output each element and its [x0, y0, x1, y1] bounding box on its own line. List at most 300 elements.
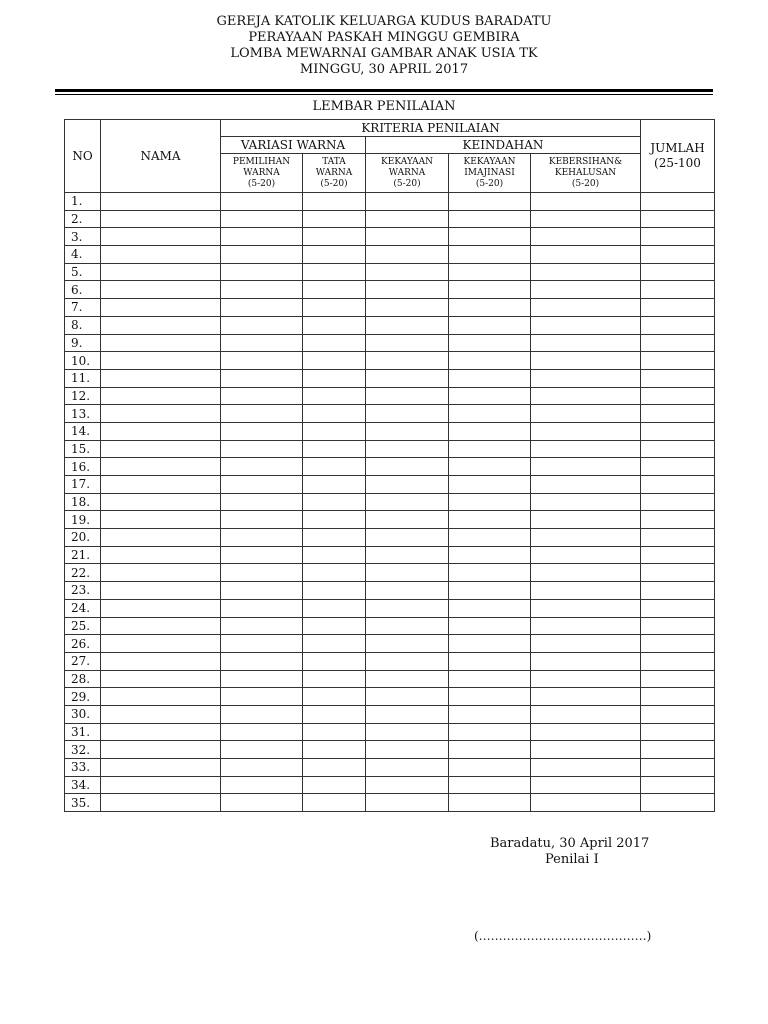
nama-cell: [101, 387, 221, 405]
sub-line1: KEBERSIHAN&: [548, 156, 623, 167]
tata-warna-cell: [303, 263, 366, 281]
pemilihan-warna-cell: [221, 705, 303, 723]
kebersihan-kehalusan-cell: [531, 210, 641, 228]
pemilihan-warna-cell: [221, 316, 303, 334]
table-row: [65, 546, 715, 564]
kekayaan-warna-cell: [366, 246, 449, 264]
table-row: [65, 635, 715, 653]
kekayaan-warna-cell: [366, 776, 449, 794]
jumlah-cell: [641, 281, 715, 299]
nama-cell: [101, 493, 221, 511]
table-row: [65, 582, 715, 600]
sub-range: (5-20): [393, 178, 421, 189]
kebersihan-kehalusan-cell: [531, 759, 641, 777]
nama-cell: [101, 688, 221, 706]
kekayaan-imajinasi-cell: [449, 369, 531, 387]
row-number: 27.: [65, 652, 101, 670]
row-number: 26.: [65, 635, 101, 653]
nama-cell: [101, 334, 221, 352]
row-number: 16.: [65, 458, 101, 476]
table-row: [65, 263, 715, 281]
kebersihan-kehalusan-cell: [531, 741, 641, 759]
jumlah-cell: [641, 299, 715, 317]
pemilihan-warna-cell: [221, 263, 303, 281]
jumlah-cell: [641, 582, 715, 600]
nama-cell: [101, 741, 221, 759]
tata-warna-cell: [303, 458, 366, 476]
kekayaan-imajinasi-cell: [449, 352, 531, 370]
nama-cell: [101, 440, 221, 458]
row-number: 29.: [65, 688, 101, 706]
kekayaan-warna-cell: [366, 352, 449, 370]
jumlah-cell: [641, 776, 715, 794]
jumlah-cell: [641, 476, 715, 494]
kekayaan-imajinasi-cell: [449, 193, 531, 211]
nama-cell: [101, 263, 221, 281]
jumlah-cell: [641, 688, 715, 706]
nama-cell: [101, 476, 221, 494]
kekayaan-imajinasi-cell: [449, 652, 531, 670]
row-number: 7.: [65, 299, 101, 317]
kebersihan-kehalusan-cell: [531, 387, 641, 405]
jumlah-cell: [641, 759, 715, 777]
kekayaan-imajinasi-cell: [449, 281, 531, 299]
score-table: [64, 119, 715, 812]
kekayaan-warna-cell: [366, 334, 449, 352]
kekayaan-imajinasi-cell: [449, 564, 531, 582]
tata-warna-cell: [303, 759, 366, 777]
row-number: 18.: [65, 493, 101, 511]
kebersihan-kehalusan-cell: [531, 299, 641, 317]
pemilihan-warna-cell: [221, 529, 303, 547]
sub-line2: WARNA: [388, 167, 426, 178]
table-row: [65, 599, 715, 617]
row-number: 17.: [65, 476, 101, 494]
kebersihan-kehalusan-cell: [531, 440, 641, 458]
row-number: 1.: [65, 193, 101, 211]
tata-warna-cell: [303, 635, 366, 653]
pemilihan-warna-cell: [221, 352, 303, 370]
church-name: GEREJA KATOLIK KELUARGA KUDUS BARADATU: [216, 14, 552, 29]
tata-warna-cell: [303, 210, 366, 228]
kebersihan-kehalusan-cell: [531, 794, 641, 812]
kekayaan-imajinasi-cell: [449, 741, 531, 759]
kekayaan-warna-cell: [366, 263, 449, 281]
sheet-title: LEMBAR PENILAIAN: [312, 99, 456, 114]
kebersihan-kehalusan-cell: [531, 263, 641, 281]
header-kekayaan-imajinasi: [449, 154, 531, 193]
row-number: 31.: [65, 723, 101, 741]
kekayaan-warna-cell: [366, 228, 449, 246]
nama-cell: [101, 652, 221, 670]
kebersihan-kehalusan-cell: [531, 670, 641, 688]
kekayaan-warna-cell: [366, 369, 449, 387]
kekayaan-imajinasi-cell: [449, 635, 531, 653]
sub-range: (5-20): [571, 178, 600, 189]
nama-cell: [101, 759, 221, 777]
nama-cell: [101, 511, 221, 529]
kebersihan-kehalusan-cell: [531, 776, 641, 794]
pemilihan-warna-cell: [221, 210, 303, 228]
kekayaan-imajinasi-cell: [449, 582, 531, 600]
kekayaan-warna-cell: [366, 316, 449, 334]
table-row: [65, 723, 715, 741]
nama-cell: [101, 458, 221, 476]
header-keindahan: KEINDAHAN: [366, 137, 641, 154]
kekayaan-imajinasi-cell: [449, 759, 531, 777]
table-row: [65, 794, 715, 812]
kebersihan-kehalusan-cell: [531, 705, 641, 723]
kebersihan-kehalusan-cell: [531, 246, 641, 264]
header-pemilihan-warna: [221, 154, 303, 193]
tata-warna-cell: [303, 476, 366, 494]
kebersihan-kehalusan-cell: [531, 599, 641, 617]
sub-line1: KEKAYAAN: [463, 156, 516, 167]
kebersihan-kehalusan-cell: [531, 476, 641, 494]
table-row: [65, 529, 715, 547]
kebersihan-kehalusan-cell: [531, 352, 641, 370]
tata-warna-cell: [303, 599, 366, 617]
kekayaan-warna-cell: [366, 670, 449, 688]
nama-cell: [101, 776, 221, 794]
kekayaan-warna-cell: [366, 422, 449, 440]
nama-cell: [101, 723, 221, 741]
row-number: 20.: [65, 529, 101, 547]
kekayaan-imajinasi-cell: [449, 617, 531, 635]
pemilihan-warna-cell: [221, 652, 303, 670]
table-row: [65, 422, 715, 440]
kekayaan-imajinasi-cell: [449, 316, 531, 334]
nama-cell: [101, 352, 221, 370]
event-name: PERAYAAN PASKAH MINGGU GEMBIRA: [248, 30, 520, 45]
pemilihan-warna-cell: [221, 369, 303, 387]
jumlah-cell: [641, 635, 715, 653]
tata-warna-cell: [303, 794, 366, 812]
pemilihan-warna-cell: [221, 582, 303, 600]
table-row: [65, 387, 715, 405]
table-row: [65, 352, 715, 370]
tata-warna-cell: [303, 281, 366, 299]
kebersihan-kehalusan-cell: [531, 334, 641, 352]
nama-cell: [101, 193, 221, 211]
sub-line1: KEKAYAAN: [381, 156, 433, 167]
table-row: [65, 670, 715, 688]
jumlah-cell: [641, 511, 715, 529]
nama-cell: [101, 564, 221, 582]
jumlah-cell: [641, 246, 715, 264]
sub-line2: WARNA: [315, 167, 353, 178]
table-row: [65, 688, 715, 706]
tata-warna-cell: [303, 387, 366, 405]
pemilihan-warna-cell: [221, 741, 303, 759]
table-row: [65, 652, 715, 670]
row-number: 10.: [65, 352, 101, 370]
tata-warna-cell: [303, 741, 366, 759]
jumlah-cell: [641, 387, 715, 405]
header-jumlah: [641, 120, 715, 193]
nama-cell: [101, 281, 221, 299]
kekayaan-imajinasi-cell: [449, 263, 531, 281]
pemilihan-warna-cell: [221, 794, 303, 812]
kekayaan-imajinasi-cell: [449, 599, 531, 617]
pemilihan-warna-cell: [221, 564, 303, 582]
nama-cell: [101, 246, 221, 264]
kekayaan-imajinasi-cell: [449, 228, 531, 246]
table-row: [65, 476, 715, 494]
jumlah-cell: [641, 529, 715, 547]
jumlah-cell: [641, 405, 715, 423]
tata-warna-cell: [303, 617, 366, 635]
jumlah-cell: [641, 316, 715, 334]
jumlah-cell: [641, 617, 715, 635]
nama-cell: [101, 210, 221, 228]
kebersihan-kehalusan-cell: [531, 369, 641, 387]
jumlah-cell: [641, 794, 715, 812]
tata-warna-cell: [303, 582, 366, 600]
tata-warna-cell: [303, 529, 366, 547]
table-row: [65, 759, 715, 777]
kekayaan-warna-cell: [366, 511, 449, 529]
jumlah-cell: [641, 193, 715, 211]
kekayaan-imajinasi-cell: [449, 794, 531, 812]
kekayaan-warna-cell: [366, 741, 449, 759]
signature-line: (……………………………………): [474, 929, 652, 943]
kebersihan-kehalusan-cell: [531, 564, 641, 582]
row-number: 21.: [65, 546, 101, 564]
row-number: 5.: [65, 263, 101, 281]
tata-warna-cell: [303, 422, 366, 440]
jumlah-cell: [641, 422, 715, 440]
table-row: [65, 246, 715, 264]
tata-warna-cell: [303, 652, 366, 670]
kekayaan-imajinasi-cell: [449, 405, 531, 423]
row-number: 32.: [65, 741, 101, 759]
table-row: [65, 369, 715, 387]
sub-range: (5-20): [475, 178, 504, 189]
tata-warna-cell: [303, 723, 366, 741]
pemilihan-warna-cell: [221, 617, 303, 635]
kekayaan-warna-cell: [366, 723, 449, 741]
table-row: [65, 741, 715, 759]
jumlah-cell: [641, 741, 715, 759]
jumlah-cell: [641, 352, 715, 370]
jumlah-cell: [641, 652, 715, 670]
jumlah-cell: [641, 440, 715, 458]
row-number: 24.: [65, 599, 101, 617]
kekayaan-imajinasi-cell: [449, 422, 531, 440]
pemilihan-warna-cell: [221, 281, 303, 299]
sub-line2: WARNA: [243, 167, 280, 178]
row-number: 12.: [65, 387, 101, 405]
kebersihan-kehalusan-cell: [531, 688, 641, 706]
row-number: 19.: [65, 511, 101, 529]
kekayaan-warna-cell: [366, 387, 449, 405]
table-row: [65, 316, 715, 334]
header-criteria: KRITERIA PENILAIAN: [221, 120, 641, 137]
tata-warna-cell: [303, 369, 366, 387]
kekayaan-warna-cell: [366, 794, 449, 812]
pemilihan-warna-cell: [221, 405, 303, 423]
pemilihan-warna-cell: [221, 670, 303, 688]
jumlah-cell: [641, 493, 715, 511]
tata-warna-cell: [303, 228, 366, 246]
kebersihan-kehalusan-cell: [531, 493, 641, 511]
kebersihan-kehalusan-cell: [531, 511, 641, 529]
nama-cell: [101, 369, 221, 387]
kekayaan-imajinasi-cell: [449, 670, 531, 688]
tata-warna-cell: [303, 405, 366, 423]
header-no: NO: [65, 120, 101, 193]
kekayaan-warna-cell: [366, 582, 449, 600]
nama-cell: [101, 529, 221, 547]
nama-cell: [101, 546, 221, 564]
pemilihan-warna-cell: [221, 334, 303, 352]
kekayaan-warna-cell: [366, 599, 449, 617]
pemilihan-warna-cell: [221, 688, 303, 706]
kekayaan-imajinasi-cell: [449, 723, 531, 741]
kebersihan-kehalusan-cell: [531, 617, 641, 635]
kekayaan-imajinasi-cell: [449, 476, 531, 494]
row-number: 33.: [65, 759, 101, 777]
pemilihan-warna-cell: [221, 246, 303, 264]
kebersihan-kehalusan-cell: [531, 582, 641, 600]
table-row: [65, 193, 715, 211]
kekayaan-warna-cell: [366, 635, 449, 653]
kebersihan-kehalusan-cell: [531, 723, 641, 741]
kekayaan-warna-cell: [366, 617, 449, 635]
pemilihan-warna-cell: [221, 422, 303, 440]
tata-warna-cell: [303, 334, 366, 352]
jumlah-range: (25-100: [654, 156, 701, 170]
jumlah-cell: [641, 564, 715, 582]
kebersihan-kehalusan-cell: [531, 529, 641, 547]
pemilihan-warna-cell: [221, 193, 303, 211]
header-rule-thin: [55, 94, 713, 95]
row-number: 11.: [65, 369, 101, 387]
tata-warna-cell: [303, 440, 366, 458]
kebersihan-kehalusan-cell: [531, 405, 641, 423]
kekayaan-warna-cell: [366, 493, 449, 511]
tata-warna-cell: [303, 299, 366, 317]
row-number: 6.: [65, 281, 101, 299]
tata-warna-cell: [303, 705, 366, 723]
sub-line1: PEMILIHAN: [232, 156, 291, 167]
pemilihan-warna-cell: [221, 511, 303, 529]
kekayaan-warna-cell: [366, 299, 449, 317]
pemilihan-warna-cell: [221, 476, 303, 494]
jumlah-cell: [641, 705, 715, 723]
kekayaan-imajinasi-cell: [449, 688, 531, 706]
kebersihan-kehalusan-cell: [531, 281, 641, 299]
tata-warna-cell: [303, 564, 366, 582]
table-row: [65, 228, 715, 246]
table-row: [65, 458, 715, 476]
sub-range: (5-20): [320, 178, 348, 189]
pemilihan-warna-cell: [221, 546, 303, 564]
assessor-role: Penilai I: [545, 852, 599, 867]
jumlah-cell: [641, 263, 715, 281]
tata-warna-cell: [303, 193, 366, 211]
row-number: 30.: [65, 705, 101, 723]
sub-range: (5-20): [247, 178, 276, 189]
pemilihan-warna-cell: [221, 458, 303, 476]
event-date: MINGGU, 30 APRIL 2017: [299, 62, 469, 77]
tata-warna-cell: [303, 546, 366, 564]
tata-warna-cell: [303, 688, 366, 706]
tata-warna-cell: [303, 670, 366, 688]
row-number: 25.: [65, 617, 101, 635]
table-row: [65, 493, 715, 511]
row-number: 15.: [65, 440, 101, 458]
kekayaan-warna-cell: [366, 705, 449, 723]
nama-cell: [101, 705, 221, 723]
sub-line2: IMAJINASI: [464, 167, 515, 178]
nama-cell: [101, 582, 221, 600]
row-number: 34.: [65, 776, 101, 794]
jumlah-label: JUMLAH: [650, 141, 705, 155]
row-number: 14.: [65, 422, 101, 440]
kekayaan-imajinasi-cell: [449, 299, 531, 317]
nama-cell: [101, 422, 221, 440]
kebersihan-kehalusan-cell: [531, 193, 641, 211]
kekayaan-warna-cell: [366, 564, 449, 582]
kekayaan-imajinasi-cell: [449, 705, 531, 723]
row-number: 3.: [65, 228, 101, 246]
row-number: 28.: [65, 670, 101, 688]
kekayaan-warna-cell: [366, 440, 449, 458]
table-row: [65, 617, 715, 635]
competition-name: LOMBA MEWARNAI GAMBAR ANAK USIA TK: [230, 46, 538, 61]
nama-cell: [101, 635, 221, 653]
document-header: [0, 14, 768, 78]
header-kebersihan-kehalusan: [531, 154, 641, 193]
kekayaan-imajinasi-cell: [449, 440, 531, 458]
pemilihan-warna-cell: [221, 635, 303, 653]
jumlah-cell: [641, 546, 715, 564]
kekayaan-warna-cell: [366, 688, 449, 706]
pemilihan-warna-cell: [221, 493, 303, 511]
kekayaan-warna-cell: [366, 281, 449, 299]
header-nama: NAMA: [101, 120, 221, 193]
kebersihan-kehalusan-cell: [531, 546, 641, 564]
table-row: [65, 776, 715, 794]
pemilihan-warna-cell: [221, 599, 303, 617]
kekayaan-warna-cell: [366, 759, 449, 777]
jumlah-cell: [641, 369, 715, 387]
jumlah-cell: [641, 458, 715, 476]
pemilihan-warna-cell: [221, 776, 303, 794]
kekayaan-imajinasi-cell: [449, 493, 531, 511]
kekayaan-warna-cell: [366, 529, 449, 547]
nama-cell: [101, 405, 221, 423]
kebersihan-kehalusan-cell: [531, 228, 641, 246]
pemilihan-warna-cell: [221, 759, 303, 777]
row-number: 23.: [65, 582, 101, 600]
pemilihan-warna-cell: [221, 387, 303, 405]
row-number: 13.: [65, 405, 101, 423]
nama-cell: [101, 670, 221, 688]
row-number: 22.: [65, 564, 101, 582]
jumlah-cell: [641, 599, 715, 617]
pemilihan-warna-cell: [221, 723, 303, 741]
pemilihan-warna-cell: [221, 440, 303, 458]
row-number: 4.: [65, 246, 101, 264]
header-rule-thick: [55, 89, 713, 92]
tata-warna-cell: [303, 352, 366, 370]
nama-cell: [101, 316, 221, 334]
row-number: 9.: [65, 334, 101, 352]
pemilihan-warna-cell: [221, 228, 303, 246]
